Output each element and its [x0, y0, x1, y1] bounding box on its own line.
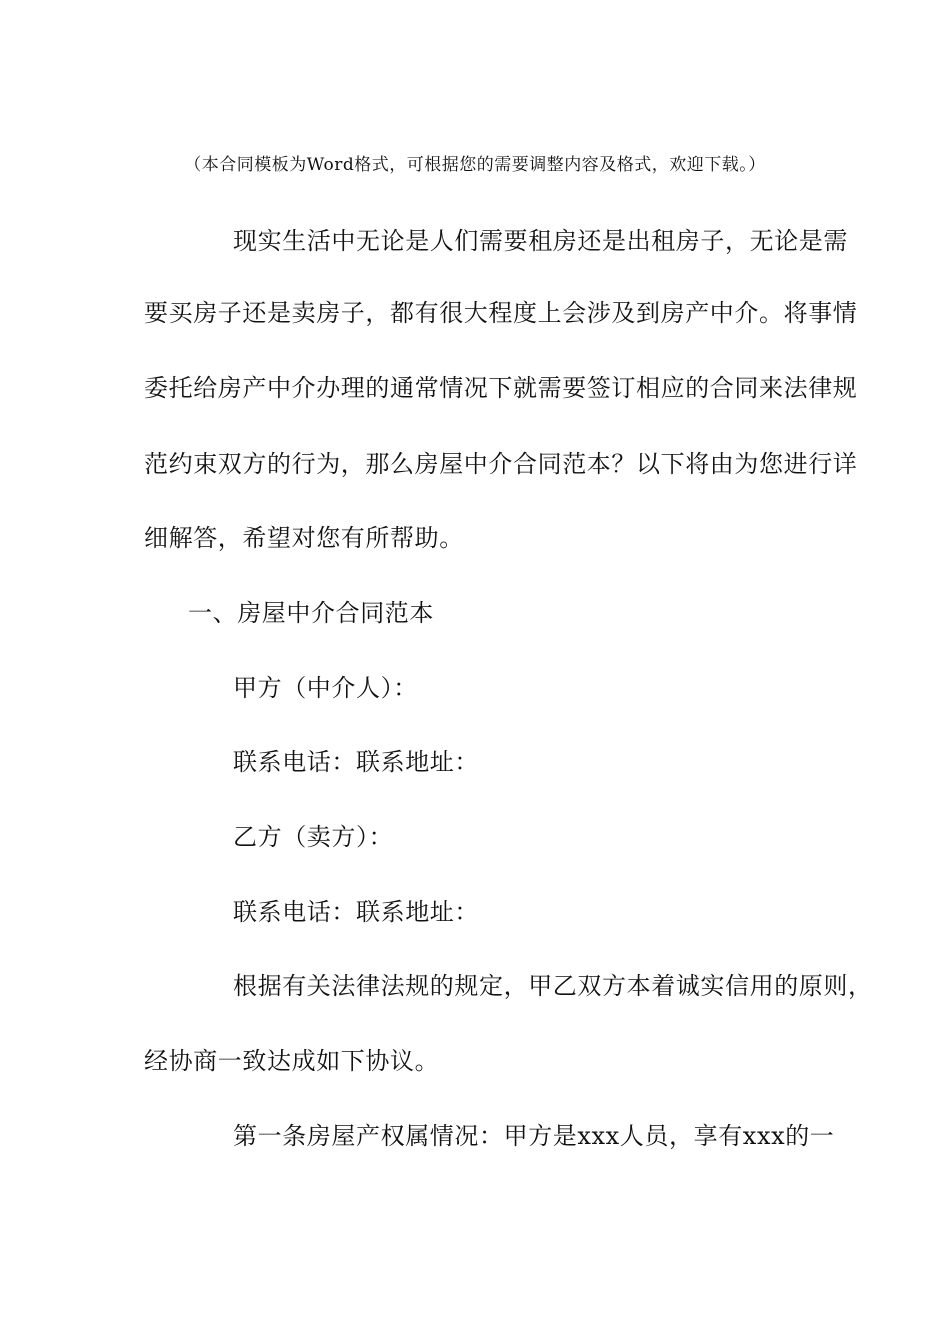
party-a-contact: 联系电话：联系地址： — [233, 748, 479, 776]
section-heading: 一、房屋中介合同范本 — [188, 599, 434, 627]
intro-line-2: 要买房子还是卖房子，都有很大程度上会涉及到房产中介。将事情 — [144, 299, 858, 327]
party-a-label: 甲方（中介人）： — [233, 674, 418, 702]
article-1-line: 第一条房屋产权属情况：甲方是xxx人员，享有xxx的一 — [233, 1122, 835, 1150]
intro-line-5: 细解答，希望对您有所帮助。 — [144, 524, 464, 552]
agreement-line-2: 经协商一致达成如下协议。 — [144, 1047, 440, 1075]
party-b-label: 乙方（卖方）： — [233, 823, 394, 851]
intro-line-1: 现实生活中无论是人们需要租房还是出租房子，无论是需 — [233, 227, 848, 255]
intro-line-4: 范约束双方的行为，那么房屋中介合同范本？以下将由为您进行详 — [144, 450, 858, 478]
intro-line-3: 委托给房产中介办理的通常情况下就需要签订相应的合同来法律规 — [144, 374, 858, 402]
template-note: （本合同模板为Word格式，可根据您的需要调整内容及格式，欢迎下载。） — [184, 155, 766, 175]
agreement-line-1: 根据有关法律法规的规定，甲乙双方本着诚实信用的原则， — [233, 972, 873, 1000]
party-b-contact: 联系电话：联系地址： — [233, 898, 479, 926]
